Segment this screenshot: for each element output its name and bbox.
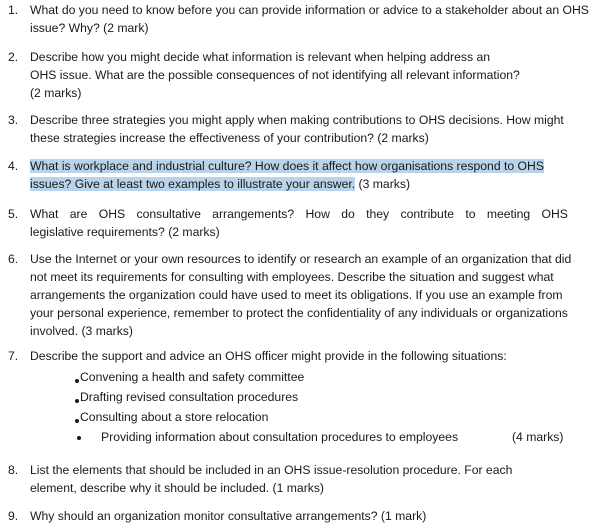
bullet-item	[30, 367, 594, 387]
marks-text: (3 marks)	[355, 177, 410, 191]
question-text-line: element, describe why it should be included. (1 marks)	[30, 481, 324, 495]
question-text-line: (2 marks)	[30, 86, 82, 100]
question-text-line: What do you need to know before you can provide information or advice to a stakeholder about an OHS	[30, 3, 589, 17]
bullet-item	[30, 427, 594, 447]
question-number: 1.	[8, 3, 19, 17]
word: do	[341, 207, 355, 221]
word: arrangements?	[212, 207, 295, 221]
question-text-line: legislative requirements? (2 marks)	[30, 225, 220, 239]
word: OHS	[98, 207, 126, 221]
question-text-line: Describe how you might decide what information is relevant when helping address an	[30, 50, 490, 64]
question-text-line: arrangements the organization could have used to meet its obligations. If you use an example from	[30, 288, 563, 302]
text-selection-highlight[interactable]: What is workplace and industrial culture? How does it affect how organisations respond to OHS	[30, 159, 544, 173]
question-text-line: Why should an organization monitor consultative arrangements? (1 mark)	[30, 509, 427, 523]
question-text-line: Describe the support and advice an OHS officer might provide in the following situations:	[30, 349, 507, 363]
question-1	[8, 1, 594, 37]
word: consultative	[136, 207, 201, 221]
bullet-item	[30, 387, 594, 407]
question-4	[8, 157, 594, 193]
question-text-line[interactable]	[30, 157, 594, 175]
question-number: 2.	[8, 50, 19, 64]
question-text-line: Describe three strategies you might apply when making contributions to OHS decisions. How might	[30, 113, 564, 127]
question-6	[8, 250, 594, 340]
question-5	[8, 205, 594, 241]
question-text-line: not meet its requirements for consulting with employees. Describe the situation and suggest what	[30, 270, 554, 284]
bullet-item	[30, 407, 594, 427]
bullet-icon	[75, 379, 79, 383]
question-number: 7.	[8, 349, 19, 363]
question-text-line: OHS issue. What are the possible consequences of not identifying all relevant information?	[30, 68, 520, 82]
bullet-icon	[77, 436, 81, 440]
text-selection-highlight[interactable]: issues? Give at least two examples to illustrate your answer.	[30, 177, 356, 191]
question-text-line	[30, 205, 568, 223]
bullet-icon	[75, 399, 79, 403]
question-text-line: your personal experience, remember to protect the confidentiality of any individuals or organizations	[30, 306, 568, 320]
question-text-line: List the elements that should be included in an OHS issue-resolution procedure. For each	[30, 463, 513, 477]
question-2	[8, 48, 594, 102]
word: to	[465, 207, 476, 221]
word: they	[366, 207, 390, 221]
bullet-text: Convening a health and safety committee	[80, 370, 305, 384]
word: contribute	[400, 207, 454, 221]
question-9	[8, 507, 594, 525]
question-number: 4.	[8, 159, 19, 173]
question-3	[8, 111, 594, 147]
word: What	[30, 207, 59, 221]
question-number: 8.	[8, 463, 19, 477]
word: How	[305, 207, 330, 221]
bullet-icon	[75, 419, 79, 423]
word: OHS	[541, 207, 568, 221]
question-text-line: involved. (3 marks)	[30, 324, 133, 338]
question-number: 9.	[8, 509, 19, 523]
question-text-line[interactable]	[30, 175, 594, 193]
question-number: 3.	[8, 113, 19, 127]
question-text-line: these strategies increase the effectiveness of your contribution? (2 marks)	[30, 131, 429, 145]
question-text-line: Use the Internet or your own resources to identify or research an example of an organization that did	[30, 252, 572, 266]
word: meeting	[486, 207, 531, 221]
bullet-text: Providing information about consultation procedures to employees	[101, 430, 459, 444]
question-number: 6.	[8, 252, 19, 266]
bullet-list	[30, 367, 594, 447]
question-7	[8, 347, 594, 447]
question-text-line: issue? Why? (2 mark)	[30, 21, 149, 35]
marks-text: (4 marks)	[512, 430, 564, 444]
bullet-text: Consulting about a store relocation	[80, 410, 269, 424]
word: are	[69, 207, 88, 221]
question-8	[8, 461, 594, 497]
bullet-text: Drafting revised consultation procedures	[80, 390, 299, 404]
question-number: 5.	[8, 207, 19, 221]
